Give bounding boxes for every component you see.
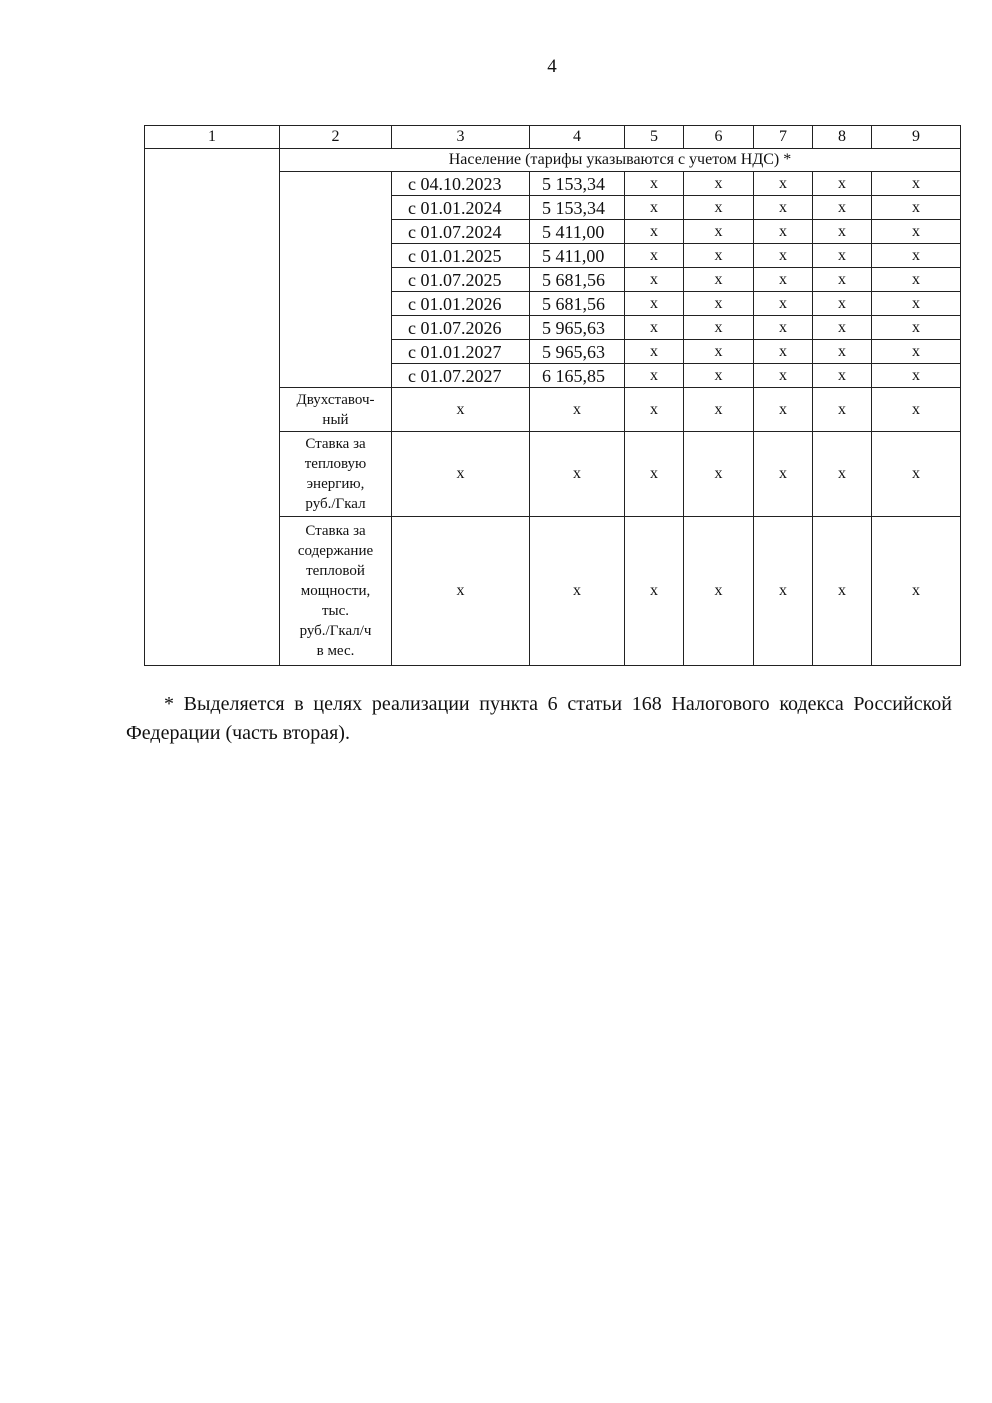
energy-rate-label: Ставка за тепловую энергию, руб./Гкал [280,432,392,517]
rate-date: с 01.01.2026 [392,292,530,316]
header-cell: 1 [145,126,280,149]
rate-cell: x [872,364,961,388]
rate-cell: x [625,340,684,364]
energy-rate-cell: x [392,432,530,517]
header-cell: 8 [813,126,872,149]
rate-cell: x [684,244,754,268]
rate-cell: x [684,292,754,316]
energy-rate-cell: x [530,432,625,517]
two-rate-cell: x [684,388,754,432]
energy-rate-cell: x [872,432,961,517]
rate-cell: x [872,268,961,292]
energy-rate-cell: x [684,432,754,517]
group-title-row [145,149,961,172]
two-rate-cell: x [392,388,530,432]
group-title: Население (тарифы указываются с учетом НДС) * [280,149,961,172]
capacity-rate-cell: x [392,517,530,666]
rate-cell: x [754,268,813,292]
rate-date: с 01.07.2026 [392,316,530,340]
rate-cell: x [813,340,872,364]
two-rate-cell: x [872,388,961,432]
rate-date: с 01.01.2027 [392,340,530,364]
page-number: 4 [547,56,557,77]
rate-date: с 01.07.2025 [392,268,530,292]
two-rate-cell: x [813,388,872,432]
rate-cell: x [813,172,872,196]
rate-value: 5 411,00 [530,244,625,268]
rate-cell: x [872,172,961,196]
rate-cell: x [872,220,961,244]
header-cell: 4 [530,126,625,149]
tariff-table [144,125,961,666]
rate-cell: x [625,316,684,340]
rate-cell: x [872,196,961,220]
rate-cell: x [754,244,813,268]
capacity-rate-cell: x [872,517,961,666]
rate-cell: x [625,292,684,316]
two-rate-cell: x [754,388,813,432]
capacity-rate-cell: x [530,517,625,666]
rate-value: 5 153,34 [530,196,625,220]
rate-cell: x [872,292,961,316]
header-cell: 3 [392,126,530,149]
rate-cell: x [754,316,813,340]
rate-cell: x [754,220,813,244]
table-header-row [145,126,961,149]
capacity-rate-cell: x [754,517,813,666]
header-cell: 2 [280,126,392,149]
rate-date: с 01.07.2024 [392,220,530,244]
rate-value: 6 165,85 [530,364,625,388]
rate-value: 5 153,34 [530,172,625,196]
rate-cell: x [684,172,754,196]
rate-cell: x [625,244,684,268]
header-cell: 7 [754,126,813,149]
capacity-rate-label: Ставка за содержание тепловой мощности, тыс. руб./Гкал/ч в мес. [280,517,392,666]
rate-cell: x [872,340,961,364]
rate-cell: x [813,292,872,316]
capacity-rate-cell: x [684,517,754,666]
capacity-rate-cell: x [813,517,872,666]
rate-cell: x [754,292,813,316]
two-rate-cell: x [530,388,625,432]
header-cell: 6 [684,126,754,149]
rate-cell: x [625,364,684,388]
rate-cell: x [684,268,754,292]
rate-cell: x [813,316,872,340]
rate-value: 5 681,56 [530,292,625,316]
rate-value: 5 965,63 [530,316,625,340]
rate-cell: x [813,268,872,292]
rate-cell: x [684,196,754,220]
rate-cell: x [872,244,961,268]
empty-column-2-cell [280,172,392,388]
two-rate-cell: x [625,388,684,432]
rate-cell: x [813,196,872,220]
energy-rate-cell: x [813,432,872,517]
rate-date: с 01.01.2025 [392,244,530,268]
rate-value: 5 681,56 [530,268,625,292]
header-cell: 5 [625,126,684,149]
rate-cell: x [872,316,961,340]
rate-cell: x [684,220,754,244]
energy-rate-cell: x [754,432,813,517]
footnote: * Выделяется в целях реализации пункта 6 статьи 168 Налогового кодекса Российской Федерации (часть вторая). [126,693,952,744]
rate-cell: x [813,244,872,268]
rate-cell: x [813,364,872,388]
energy-rate-cell: x [625,432,684,517]
empty-column-1-cell [145,149,280,666]
header-cell: 9 [872,126,961,149]
rate-cell: x [754,196,813,220]
rate-cell: x [754,340,813,364]
rate-cell: x [684,340,754,364]
rate-cell: x [684,364,754,388]
rate-date: с 01.07.2027 [392,364,530,388]
rate-cell: x [754,172,813,196]
rate-date: с 04.10.2023 [392,172,530,196]
two-rate-label: Двухставоч- ный [280,388,392,432]
capacity-rate-cell: x [625,517,684,666]
rate-value: 5 411,00 [530,220,625,244]
rate-cell: x [625,268,684,292]
rate-cell: x [684,316,754,340]
rate-date: с 01.01.2024 [392,196,530,220]
rate-cell: x [813,220,872,244]
rate-value: 5 965,63 [530,340,625,364]
rate-cell: x [754,364,813,388]
rate-cell: x [625,220,684,244]
rate-cell: x [625,172,684,196]
rate-cell: x [625,196,684,220]
